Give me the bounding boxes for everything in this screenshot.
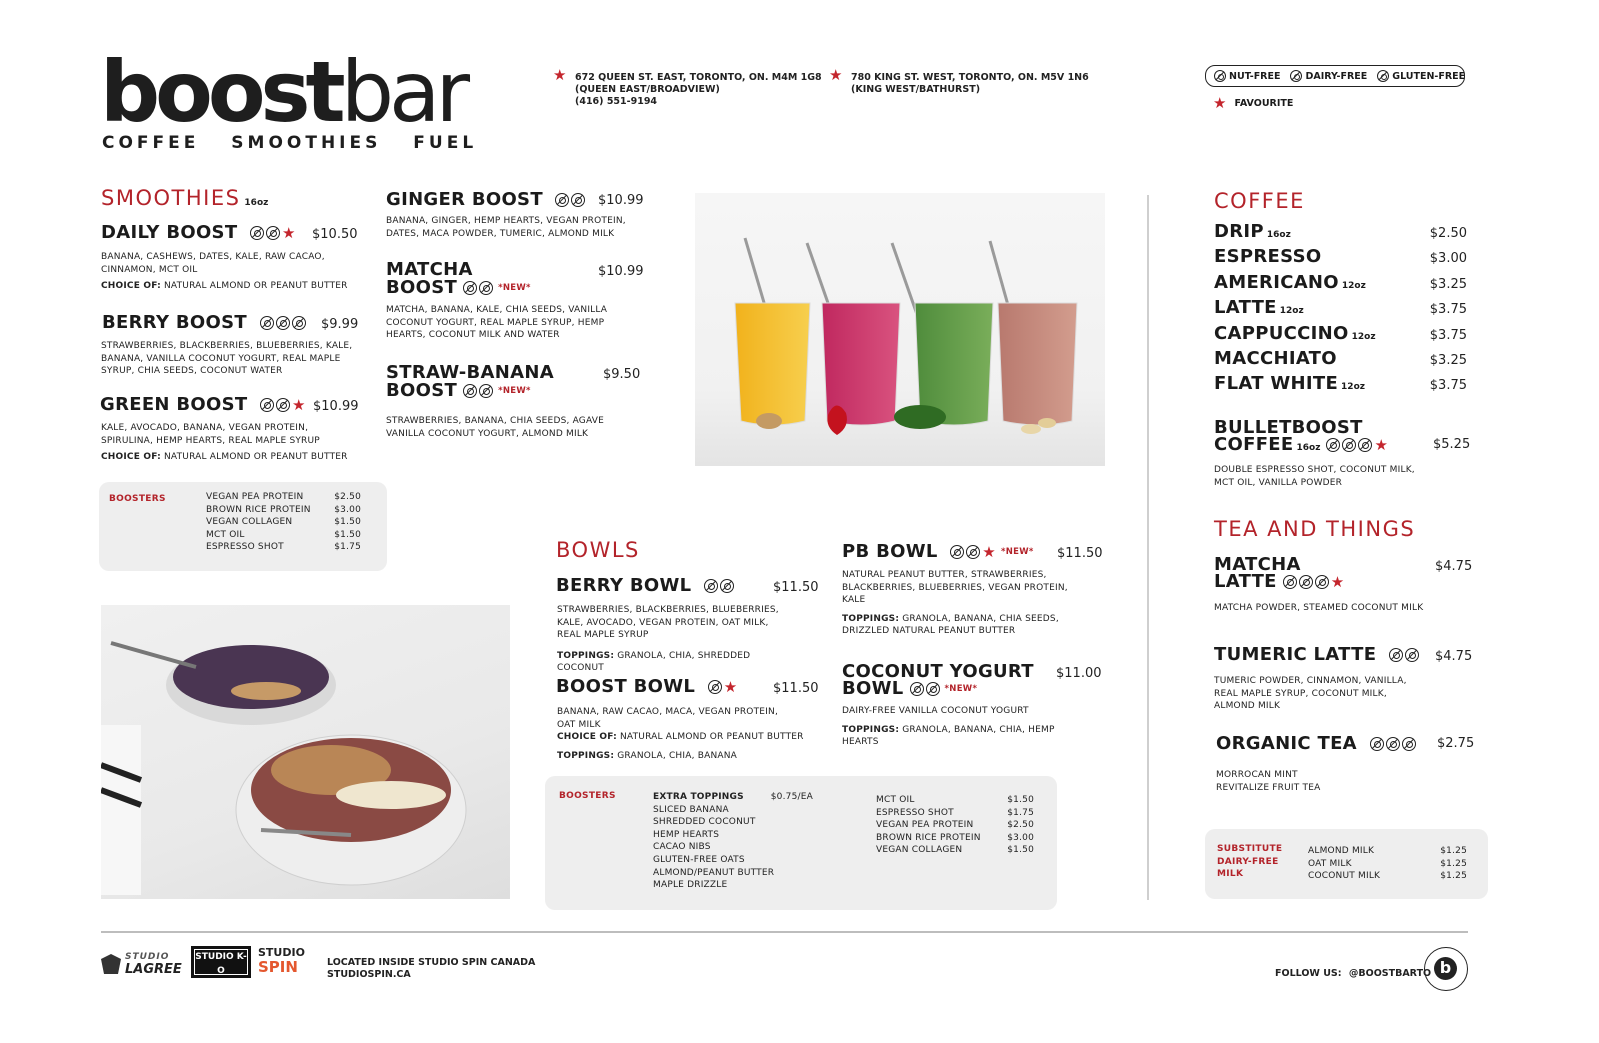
coffee-item: ESPRESSO $3.00 — [1214, 246, 1467, 268]
price: $10.99 — [598, 264, 644, 279]
tea-heading: TEA AND THINGS — [1214, 517, 1416, 541]
gluten-free-icon — [1377, 70, 1389, 82]
item-description: BANANA, RAW CACAO, MACA, VEGAN PROTEIN, OAT MILK CHOICE OF: NATURAL ALMOND OR PEANUT BUTTER TOPPINGS: GRANOLA, CHIA, BANANA — [557, 707, 804, 761]
milk-option: ALMOND MILK $1.25 — [1308, 846, 1467, 856]
smoothie-boosters-box — [99, 482, 387, 571]
price: $10.99 — [313, 399, 359, 414]
dairy-free-icon — [704, 579, 718, 593]
new-badge: *NEW* — [498, 386, 531, 396]
gluten-free-icon — [571, 193, 585, 207]
price: $11.50 — [773, 580, 819, 595]
star-icon: ★ — [1213, 94, 1227, 112]
dairy-free-icon — [1342, 438, 1356, 452]
coffee-list — [1214, 223, 1467, 401]
dairy-free-icon — [1290, 70, 1302, 82]
item-description: BANANA, CASHEWS, DATES, KALE, RAW CACAO, CINNAMON, MCT OIL CHOICE OF: NATURAL ALMOND OR PEANUT BUTTER — [101, 252, 348, 291]
dairy-free-icon — [463, 384, 477, 398]
price: $11.50 — [773, 681, 819, 696]
located-inside-text: LOCATED INSIDE STUDIO SPIN CANADA STUDIOSPIN.CA — [327, 957, 536, 980]
price: $5.25 — [1433, 437, 1471, 452]
nut-free-icon — [1283, 575, 1297, 589]
favourite-star-icon: ★ — [723, 678, 738, 696]
boosters-list — [206, 491, 361, 554]
extra-topping: MAPLE DRIZZLE — [653, 880, 728, 891]
favourite-legend: ★ FAVOURITE — [1213, 94, 1294, 112]
menu-item-bulletboost-coffee: BULLETBOOST COFFEE 16oz ★ — [1214, 417, 1389, 455]
extra-toppings-list: EXTRA TOPPINGS $0.75/EA SLICED BANANA SHREDDED COCONUT HEMP HEARTS CACAO NIBS GLUTEN-FREE OATS ALMOND/PEANUT BUTTER MAPLE DRIZZLE — [653, 792, 813, 891]
menu-item-coconut-yogurt-bowl: COCONUT YOGURT BOWL *NEW* — [842, 661, 1034, 699]
price: $2.75 — [1437, 736, 1475, 751]
bowls-photo — [101, 605, 510, 899]
favourite-star-icon: ★ — [1374, 436, 1389, 454]
item-description: STRAWBERRIES, BLACKBERRIES, BLUEBERRIES, KALE, AVOCADO, VEGAN PROTEIN, OAT MILK, REAL MAPLE SYRUP TOPPINGS: GRANOLA, CHIA, SHREDDED COCONUT — [557, 605, 779, 673]
booster-row: VEGAN COLLAGEN $1.50 — [206, 517, 361, 528]
dairy-free-icon — [950, 545, 964, 559]
booster-row: MCT OIL $1.50 — [876, 795, 1034, 805]
item-description: STRAWBERRIES, BLACKBERRIES, BLUEBERRIES, KALE, BANANA, VANILLA COCONUT YOGURT, REAL MAPLE SYRUP, CHIA SEEDS, COCONUT WATER — [101, 341, 353, 376]
boostbar-badge-icon: b — [1424, 947, 1468, 991]
follow-us: FOLLOW US: @BOOSTBARTO — [1275, 968, 1432, 979]
dairy-free-icon — [260, 398, 274, 412]
item-description: MORROCAN MINT REVITALIZE FRUIT TEA — [1216, 770, 1321, 793]
dairy-free-icon — [555, 193, 569, 207]
item-description: DOUBLE ESPRESSO SHOT, COCONUT MILK, MCT OIL, VANILLA POWDER — [1214, 465, 1415, 488]
location-queen: 672 QUEEN ST. EAST, TORONTO, ON. M4M 1G8 (QUEEN EAST/BROADVIEW) (416) 551-9194 — [575, 72, 822, 107]
booster-row: VEGAN COLLAGEN $1.50 — [876, 845, 1034, 856]
studio-lagree-logo: STUDIO LAGREE — [101, 950, 185, 978]
dairy-free-icon — [1389, 648, 1403, 662]
gluten-free-icon — [1405, 648, 1419, 662]
substitute-label: SUBSTITUTE DAIRY-FREE MILK — [1217, 844, 1283, 880]
coffee-item: FLAT WHITE 12oz $3.75 — [1214, 373, 1467, 395]
boosters-label: BOOSTERS — [109, 494, 166, 504]
price: $11.50 — [1057, 546, 1103, 561]
new-badge: *NEW* — [498, 283, 531, 293]
gluten-free-icon — [266, 226, 280, 240]
menu-item-straw-banana-boost: STRAW-BANANA BOOST *NEW* — [386, 362, 554, 401]
gluten-free-icon — [720, 579, 734, 593]
gluten-free-icon — [479, 281, 493, 295]
instagram-handle[interactable]: @BOOSTBARTO — [1348, 968, 1432, 979]
menu-item-green-boost: GREEN BOOST ★ — [100, 394, 306, 415]
price: $9.99 — [321, 317, 359, 332]
menu-item-matcha-boost: MATCHA BOOST *NEW* — [386, 259, 531, 298]
menu-item-boost-bowl: BOOST BOWL ★ — [556, 676, 738, 697]
menu-item-berry-bowl: BERRY BOWL — [556, 577, 734, 595]
booster-row: ESPRESSO SHOT $1.75 — [206, 542, 361, 553]
nut-free-icon — [1326, 438, 1340, 452]
nut-free-icon — [1370, 737, 1384, 751]
location-king: 780 KING ST. WEST, TORONTO, ON. M5V 1N6 (KING WEST/BATHURST) — [851, 72, 1089, 95]
favourite-star-icon: ★ — [292, 396, 306, 414]
logo-boost: boost — [100, 43, 341, 141]
bowls-heading: BOWLS — [556, 538, 640, 562]
new-badge: *NEW* — [1000, 547, 1034, 557]
favourite-star-icon: ★ — [1330, 573, 1345, 591]
extra-topping: CACAO NIBS — [653, 842, 711, 853]
bowl-boosters-list — [876, 794, 1034, 857]
substitute-milk-box — [1205, 829, 1488, 899]
item-description: DAIRY-FREE VANILLA COCONUT YOGURT TOPPINGS: GRANOLA, BANANA, CHIA, HEMP HEARTS — [842, 706, 1055, 747]
extra-topping: HEMP HEARTS — [653, 829, 720, 840]
price: $10.50 — [312, 227, 358, 242]
gluten-free-icon — [1358, 438, 1372, 452]
dairy-free-icon — [463, 281, 477, 295]
booster-row: VEGAN PEA PROTEIN $2.50 — [206, 492, 361, 502]
milk-option: OAT MILK $1.25 — [1308, 858, 1467, 869]
studio-ko-logo: STUDIO K-O AUTHENTIC BOX FIT — [191, 946, 251, 978]
gluten-free-icon — [276, 398, 290, 412]
item-description: TUMERIC POWDER, CINNAMON, VANILLA, REAL MAPLE SYRUP, COCONUT MILK, ALMOND MILK — [1214, 676, 1407, 711]
item-description: MATCHA POWDER, STEAMED COCONUT MILK — [1214, 603, 1424, 613]
item-description: BANANA, GINGER, HEMP HEARTS, VEGAN PROTEIN, DATES, MACA POWDER, TUMERIC, ALMOND MILK — [386, 216, 626, 239]
coffee-item: LATTE 12oz $3.75 — [1214, 297, 1467, 319]
boosters-label: BOOSTERS — [559, 791, 616, 801]
coffee-item: AMERICANO 12oz $3.25 — [1214, 271, 1467, 293]
extra-topping: SLICED BANANA — [653, 804, 729, 815]
logo-bar: bar — [340, 43, 466, 141]
menu-item-pb-bowl: PB BOWL ★ *NEW* — [842, 541, 1034, 562]
nut-free-icon — [260, 316, 274, 330]
favourite-star-icon: ★ — [281, 224, 296, 242]
price: $4.75 — [1435, 649, 1473, 664]
gluten-free-icon — [926, 682, 940, 696]
brand-tagline: COFFEE SMOOTHIES FUEL — [102, 133, 478, 153]
extra-topping: ALMOND/PEANUT BUTTER — [653, 867, 775, 878]
menu-item-daily-boost: DAILY BOOST ★ — [101, 222, 296, 243]
dairy-free-icon — [250, 226, 264, 240]
price: $4.75 — [1435, 559, 1473, 574]
price: $10.99 — [598, 193, 644, 208]
item-description: NATURAL PEANUT BUTTER, STRAWBERRIES, BLACKBERRIES, BLUEBERRIES, VEGAN PROTEIN, KALE TOPPINGS: GRANOLA, BANANA, CHIA SEEDS, DRIZZLED NATURAL PEANUT BUTTER — [842, 570, 1068, 636]
menu-item-organic-tea: ORGANIC TEA — [1216, 735, 1416, 753]
price: $9.50 — [603, 367, 641, 382]
smoothies-photo — [695, 193, 1105, 466]
footer-divider — [101, 931, 1468, 933]
dairy-free-icon — [1386, 737, 1400, 751]
booster-row: BROWN RICE PROTEIN $3.00 — [876, 832, 1034, 843]
menu-item-ginger-boost: GINGER BOOST — [386, 191, 585, 209]
gluten-free-icon — [1315, 575, 1329, 589]
coffee-heading: COFFEE — [1214, 189, 1305, 213]
item-description: MATCHA, BANANA, KALE, CHIA SEEDS, VANILLA COCONUT YOGURT, REAL MAPLE SYRUP, HEMP HEARTS, COCONUT MILK AND WATER — [386, 305, 608, 340]
extra-topping: GLUTEN-FREE OATS — [653, 854, 745, 865]
dairy-free-icon — [1299, 575, 1313, 589]
menu-item-tumeric-latte: TUMERIC LATTE — [1214, 646, 1419, 664]
nut-free-icon — [1214, 70, 1226, 82]
item-description: KALE, AVOCADO, BANANA, VEGAN PROTEIN, SPIRULINA, HEMP HEARTS, REAL MAPLE SYRUP CHOICE OF: NATURAL ALMOND OR PEANUT BUTTER — [101, 423, 348, 462]
dairy-free-icon — [276, 316, 290, 330]
menu-item-matcha-latte: MATCHA LATTE ★ — [1214, 554, 1345, 592]
gluten-free-icon — [966, 545, 980, 559]
item-description: STRAWBERRIES, BANANA, CHIA SEEDS, AGAVE VANILLA COCONUT YOGURT, ALMOND MILK — [386, 416, 605, 439]
gluten-free-icon — [292, 316, 306, 330]
favourite-star-icon: ★ — [982, 543, 996, 561]
dietary-legend: NUT-FREE DAIRY-FREE GLUTEN-FREE — [1205, 65, 1465, 87]
booster-row: BROWN RICE PROTEIN $3.00 — [206, 504, 361, 515]
location-star-icon: ★ — [829, 66, 843, 84]
studiospin-link[interactable]: STUDIOSPIN.CA — [327, 969, 411, 980]
extra-topping: SHREDDED COCONUT — [653, 817, 756, 828]
gluten-free-icon — [1402, 737, 1416, 751]
coffee-item: MACCHIATO $3.25 — [1214, 347, 1467, 369]
location-star-icon: ★ — [553, 66, 567, 84]
gluten-free-icon — [708, 680, 722, 694]
gluten-free-icon — [479, 384, 493, 398]
column-divider — [1147, 195, 1149, 900]
menu-item-berry-boost: BERRY BOOST — [102, 314, 306, 332]
booster-row: MCT OIL $1.50 — [206, 529, 361, 540]
price: $11.00 — [1056, 666, 1102, 681]
substitute-list — [1308, 845, 1467, 883]
dairy-free-icon — [910, 682, 924, 696]
studio-spin-logo: STUDIO SPIN — [258, 946, 305, 976]
booster-row: VEGAN PEA PROTEIN $2.50 — [876, 820, 1034, 831]
milk-option: COCONUT MILK $1.25 — [1308, 871, 1467, 882]
brand-logo — [100, 43, 480, 141]
coffee-item: DRIP 16oz $2.50 — [1214, 221, 1467, 242]
new-badge: *NEW* — [944, 683, 978, 694]
coffee-item: CAPPUCCINO 12oz $3.75 — [1214, 322, 1467, 344]
smoothies-heading: SMOOTHIES 16oz — [101, 186, 269, 210]
booster-row: ESPRESSO SHOT $1.75 — [876, 807, 1034, 818]
bowl-boosters-box — [545, 776, 1057, 910]
